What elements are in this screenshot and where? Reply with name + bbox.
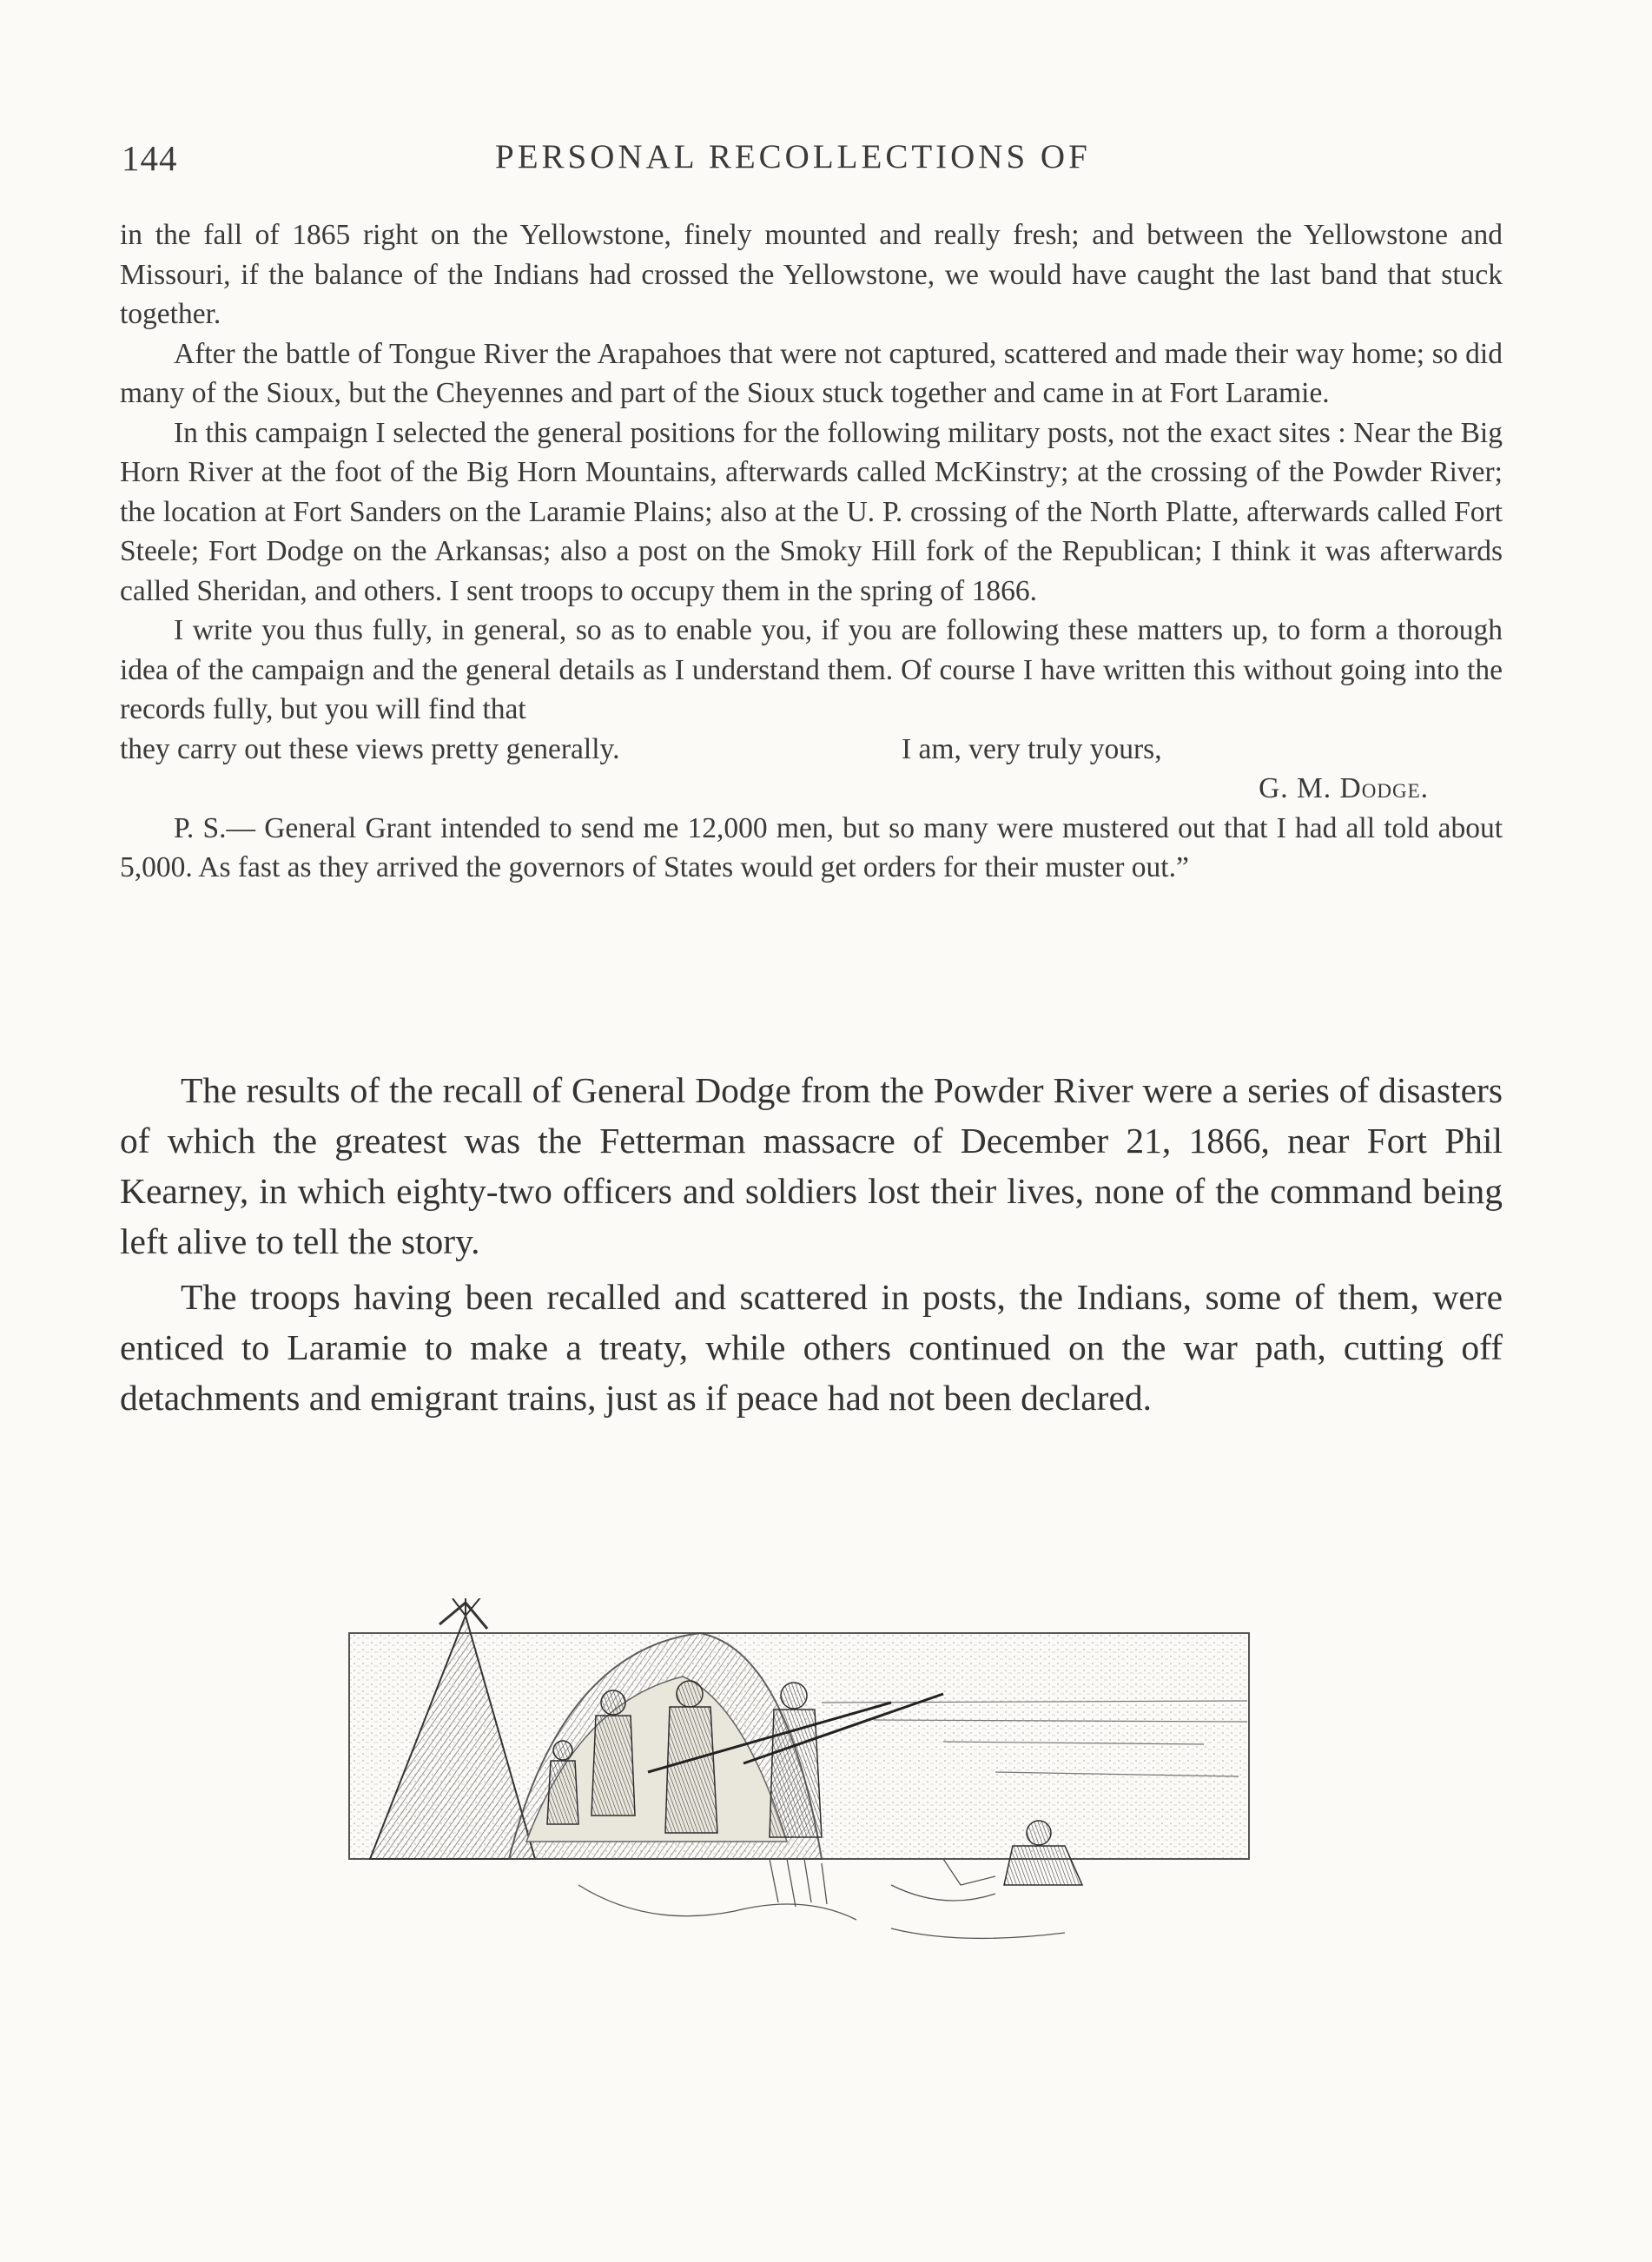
postscript: P. S.— General Grant intended to send me 12,000 men, but so many were mustered out that I had all told about 5,000. As fast as they arrived the governors of States would get orders for their muster out.” bbox=[120, 811, 1503, 883]
letter-paragraph-1: in the fall of 1865 right on the Yellowstone, finely mounted and really fresh; and between the Yellowstone and Missouri, if the balance of the Indians had crossed the Yellowstone, we would have caught the last band that stuck together. bbox=[120, 219, 1503, 330]
narrative-text bbox=[120, 1065, 1503, 1428]
indian-camp-engraving bbox=[335, 1598, 1259, 1963]
signature: G. M. Dodge. bbox=[1259, 772, 1429, 804]
engraving-illustration bbox=[335, 1598, 1259, 1963]
narrative-paragraph-1: The results of the recall of General Dodge from the Powder River were a series of disasters of which the greatest was the Fetterman massacre of December 21, 1866, near Fort Phil Kearney, in which eighty-two officers and soldiers lost their lives, none of the command being left alive to tell the story. bbox=[120, 1070, 1503, 1261]
letter-paragraph-3: In this campaign I selected the general positions for the following military posts, not the exact sites : Near the Big Horn River at the foot of the Big Horn Mountains, afterwards called McKinstry; at the crossing of the Powder River; the location at Fort Sanders on the Laramie Plains; also at the U. P. crossing of the North Platte, afterwards called Fort Steele; Fort Dodge on the Arkansas; also a post on the Smoky Hill fork of the Republican; I think it was afterwards called Sheridan, and others. I sent troops to occupy them in the spring of 1866. bbox=[120, 416, 1503, 607]
closing-line bbox=[120, 730, 1503, 770]
narrative-paragraph-2: The troops having been recalled and scattered in posts, the Indians, some of them, were enticed to Laramie to make a treaty, while others continued on the war path, cutting off detachments and emigrant trains, just as if peace had not been declared. bbox=[120, 1277, 1503, 1418]
running-head bbox=[122, 137, 1511, 189]
running-title: PERSONAL RECOLLECTIONS OF bbox=[495, 138, 1091, 175]
foreground-ground bbox=[578, 1859, 1065, 1938]
quoted-letter bbox=[120, 215, 1503, 888]
letter-paragraph-4: I write you thus fully, in general, so as to enable you, if you are following these matters up, to form a thorough idea of the campaign and the general details as I understand them. Of course I have written this without going into the records fully, but you will find that bbox=[120, 614, 1503, 725]
letter-paragraph-2: After the battle of Tongue River the Arapahoes that were not captured, scattered and made their way home; so did many of the Sioux, but the Cheyennes and part of the Sioux stuck together and came in at Fort Laramie. bbox=[120, 337, 1503, 409]
letter-closing: I am, very truly yours, bbox=[902, 732, 1162, 765]
page-number: 144 bbox=[122, 138, 178, 178]
letter-paragraph-4-end: they carry out these views pretty generally. bbox=[120, 732, 620, 765]
